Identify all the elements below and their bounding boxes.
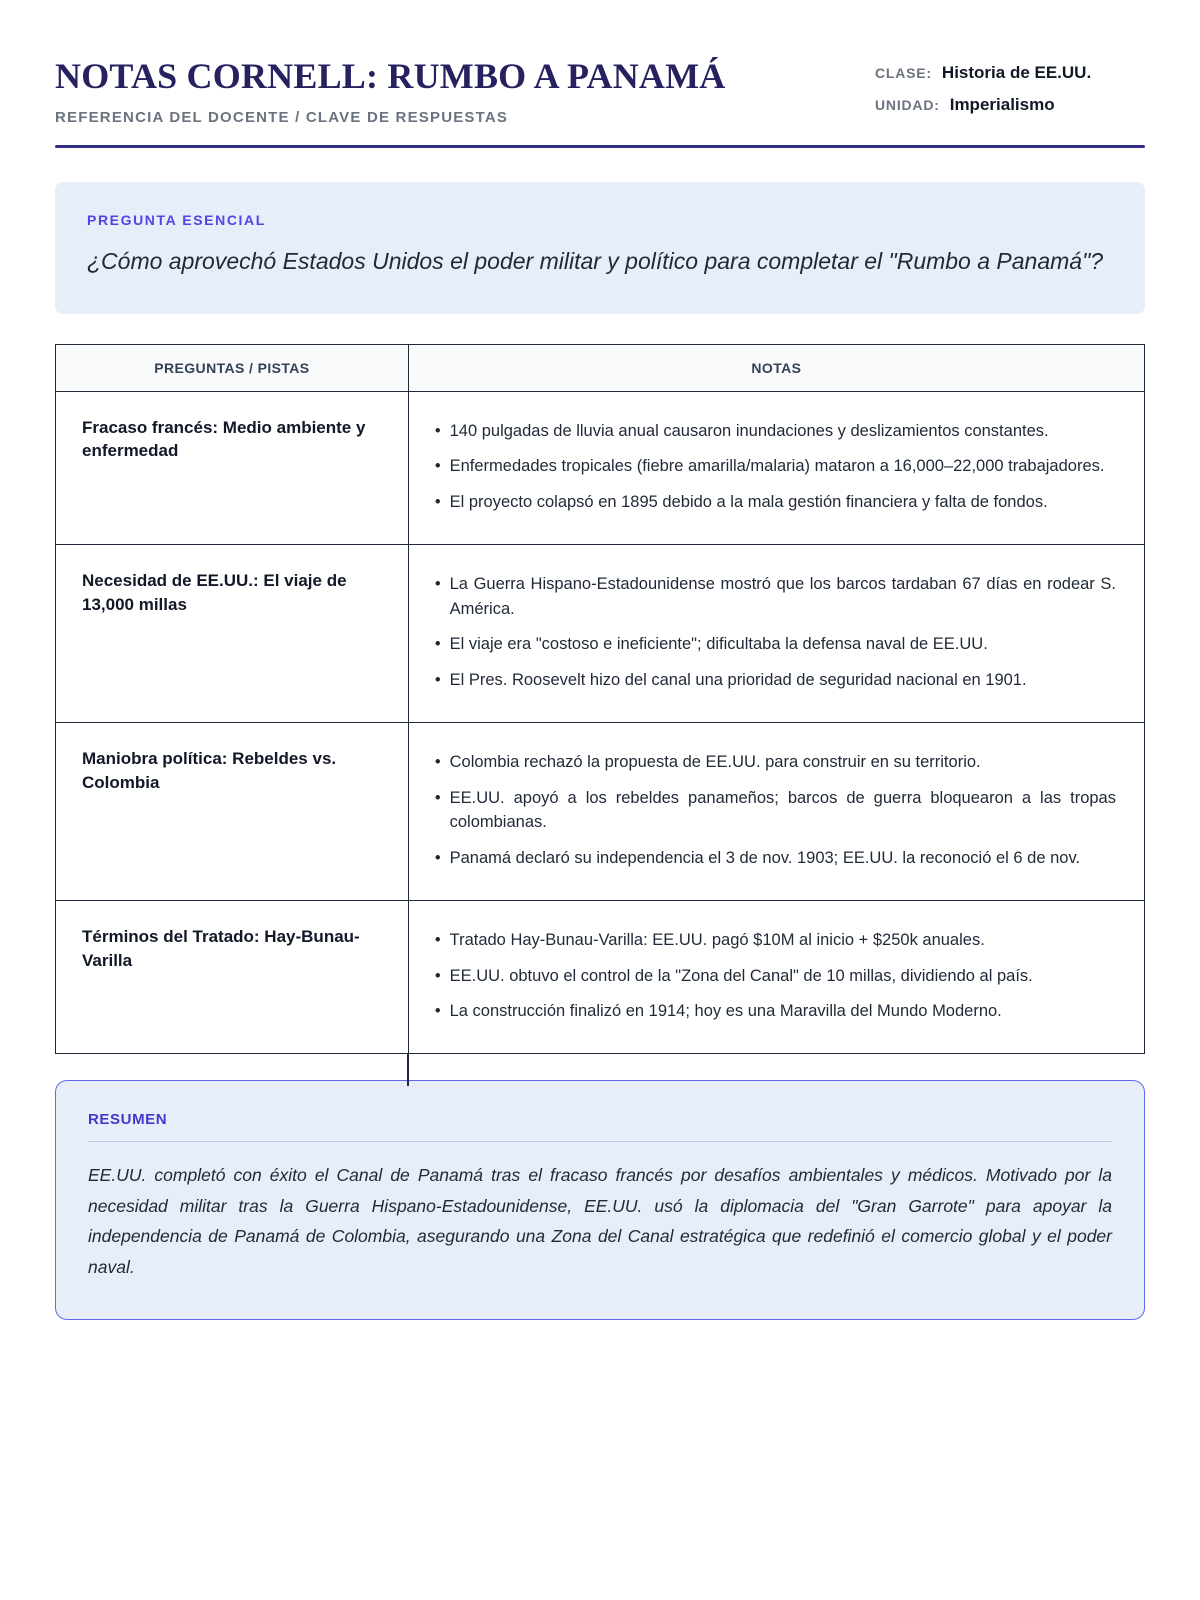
note-item [435, 928, 1116, 953]
header [55, 55, 1145, 127]
bullet-icon: • [434, 635, 441, 654]
note-text: El viaje era "costoso e ineficiente"; dificultaba la defensa naval de EE.UU. [449, 635, 988, 654]
note-item [435, 846, 1116, 871]
essential-question-label: PREGUNTA ESENCIAL [87, 212, 266, 228]
bullet-icon: • [434, 1002, 441, 1021]
meta-row-clase [875, 63, 1145, 83]
clase-value: Historia de EE.UU. [941, 63, 1092, 82]
notes-cell [408, 544, 1144, 722]
note-text: La Guerra Hispano-Estadounidense mostró que los barcos tardaban 67 días en rodear S. América. [449, 574, 1116, 618]
essential-question-text: ¿Cómo aprovechó Estados Unidos el poder militar y político para completar el "Rumbo a Panamá"? [87, 248, 1104, 274]
note-item [435, 964, 1116, 989]
table-row [56, 391, 1145, 544]
notes-cell [408, 900, 1144, 1053]
column-header-cues: PREGUNTAS / PISTAS [56, 344, 409, 391]
cornell-table [55, 344, 1145, 1055]
table-row [56, 722, 1145, 900]
cue-cell: Términos del Tratado: Hay-Bunau-Varilla [56, 900, 409, 1053]
note-text: Tratado Hay-Bunau-Varilla: EE.UU. pagó $10M al inicio + $250k anuales. [449, 930, 985, 949]
note-text: EE.UU. apoyó a los rebeldes panameños; barcos de guerra bloquearon a las tropas colombianas. [449, 788, 1116, 832]
column-divider-tail [407, 1054, 409, 1086]
header-meta [875, 55, 1145, 127]
clase-label: CLASE: [875, 65, 932, 81]
table-row [56, 544, 1145, 722]
bullet-icon: • [434, 752, 441, 771]
note-text: El Pres. Roosevelt hizo del canal una prioridad de seguridad nacional en 1901. [449, 671, 1027, 690]
note-text: Colombia rechazó la propuesta de EE.UU. para construir en su territorio. [449, 752, 981, 771]
note-item [435, 490, 1116, 515]
table-header-row [56, 344, 1145, 391]
note-item [435, 786, 1116, 836]
bullet-icon: • [434, 849, 441, 868]
cue-cell: Fracaso francés: Medio ambiente y enfermedad [56, 391, 409, 544]
notes-cell [408, 391, 1144, 544]
summary-label: RESUMEN [88, 1111, 168, 1129]
note-text: Enfermedades tropicales (fiebre amarilla/malaria) mataron a 16,000–22,000 trabajadores. [449, 457, 1105, 476]
bullet-icon: • [434, 788, 441, 807]
note-item [435, 572, 1116, 622]
header-divider [55, 145, 1145, 148]
unidad-value: Imperialismo [949, 95, 1055, 114]
essential-question-panel [55, 182, 1145, 314]
bullet-icon: • [434, 930, 441, 949]
note-item [435, 750, 1116, 775]
table-row [56, 900, 1145, 1053]
note-text: Panamá declaró su independencia el 3 de nov. 1903; EE.UU. la reconoció el 6 de nov. [449, 849, 1081, 868]
cue-cell: Necesidad de EE.UU.: El viaje de 13,000 millas [56, 544, 409, 722]
bullet-icon: • [434, 574, 441, 593]
note-item [435, 999, 1116, 1024]
bullet-icon: • [434, 966, 441, 985]
unidad-label: UNIDAD: [875, 97, 940, 113]
summary-panel [55, 1080, 1145, 1320]
page-title: NOTAS CORNELL: RUMBO A PANAMÁ [55, 56, 726, 96]
summary-divider [88, 1141, 1112, 1142]
summary-text: EE.UU. completó con éxito el Canal de Panamá tras el fracaso francés por desafíos ambientales y médicos. Motivado por la necesidad militar tras la Guerra Hispano-Estadounidense, EE.UU. usó la diplomacia del "Gran Garrote" para apoyar la independencia de Panamá de Colombia, asegurando una Zona del Canal estratégica que redefinió el comercio global y el poder naval. [88, 1165, 1112, 1278]
column-header-notes: NOTAS [408, 344, 1144, 391]
page-subtitle: REFERENCIA DEL DOCENTE / CLAVE DE RESPUESTAS [55, 109, 509, 126]
bullet-icon: • [434, 421, 441, 440]
note-text: 140 pulgadas de lluvia anual causaron inundaciones y deslizamientos constantes. [449, 421, 1049, 440]
bullet-icon: • [434, 493, 441, 512]
meta-row-unidad [875, 95, 1145, 115]
note-item [435, 668, 1116, 693]
note-item [435, 419, 1116, 444]
header-left [55, 55, 725, 126]
notes-cell [408, 722, 1144, 900]
bullet-icon: • [434, 671, 441, 690]
cue-cell: Maniobra política: Rebeldes vs. Colombia [56, 722, 409, 900]
note-text: La construcción finalizó en 1914; hoy es una Maravilla del Mundo Moderno. [449, 1002, 1002, 1021]
note-text: El proyecto colapsó en 1895 debido a la mala gestión financiera y falta de fondos. [449, 493, 1048, 512]
cornell-table-wrap [55, 344, 1145, 1055]
note-item [435, 632, 1116, 657]
note-item [435, 454, 1116, 479]
note-text: EE.UU. obtuvo el control de la "Zona del Canal" de 10 millas, dividiendo al país. [449, 966, 1033, 985]
bullet-icon: • [434, 457, 441, 476]
